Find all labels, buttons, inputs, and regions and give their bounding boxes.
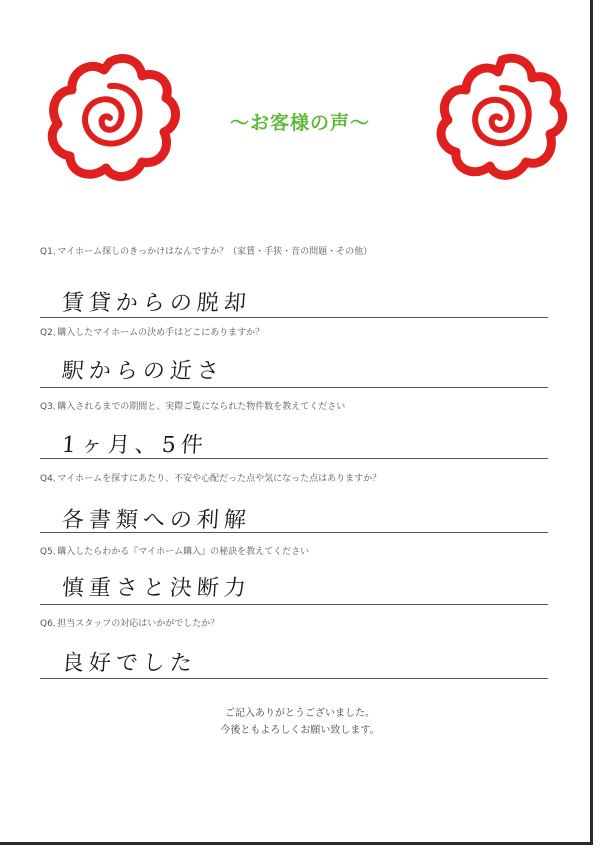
- answer-1: 賃貸からの脱却: [60, 291, 252, 316]
- answer-5: 慎重さと決断力: [60, 576, 252, 601]
- question-2: Q2､購入したマイホームの決め手はどこにありますか？: [40, 328, 265, 338]
- closing-line-1: ご記入ありがとうございました。: [225, 708, 375, 719]
- answer-line-3: [40, 458, 548, 459]
- question-1: Q1､マイホーム探しのきっかけはなんですか？（家賃・手狭・音の問題・その他）: [40, 247, 373, 257]
- closing-message: [0, 705, 600, 739]
- answer-line-1: [40, 317, 548, 318]
- answer-6: 良好でした: [60, 651, 198, 676]
- question-4: Q4､マイホームを探すにあたり、不安や心配だった点や気になった点はありますか？: [40, 474, 382, 484]
- answer-4: 各書類への利解: [60, 508, 252, 533]
- question-6: Q6､担当スタッフの対応はいかがでしたか？: [40, 619, 220, 629]
- answer-line-2: [40, 387, 548, 388]
- answer-2: 駅からの近さ: [60, 359, 225, 384]
- question-3: Q3､購入されるまでの期間と、実際ご覧になられた物件数を教えてください: [40, 402, 346, 412]
- closing-line-2: 今後ともよろしくお願い致します。: [220, 725, 380, 736]
- answer-line-5: [40, 604, 548, 605]
- question-5: Q5､購入したらわかる『マイホーム購入』の秘訣を教えてください: [40, 547, 310, 557]
- answer-line-6: [40, 678, 548, 679]
- answer-3: 1ヶ月、5件: [60, 433, 209, 458]
- page-title: ～お客様の声～: [229, 112, 370, 134]
- answer-line-4: [40, 532, 548, 533]
